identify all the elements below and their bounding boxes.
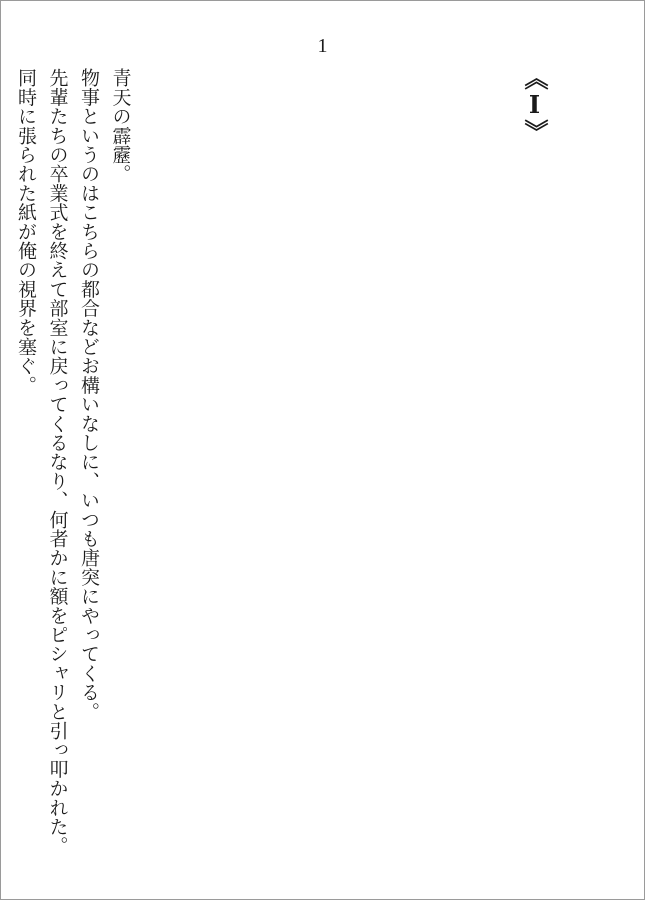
chapter-heading: 《Ⅰ》 <box>520 66 549 143</box>
page-number: 1 <box>317 35 328 57</box>
text-line: 先輩たちの卒業式を終えて部室に戻ってくるなり、何者かに額をピシャリと引っ叩かれた。 <box>46 68 69 856</box>
vertical-text-body <box>0 68 167 886</box>
text-line: 青天の霹靂。 <box>109 68 132 184</box>
heading-spacer <box>136 68 168 886</box>
text-line: 同時に張られた紙が俺の視界を塞ぐ。 <box>15 68 37 395</box>
paragraph-gap <box>0 68 10 886</box>
text-line: 物事というのはこちらの都合などお構いなしに、いつも唐突にやってくる。 <box>78 68 100 721</box>
